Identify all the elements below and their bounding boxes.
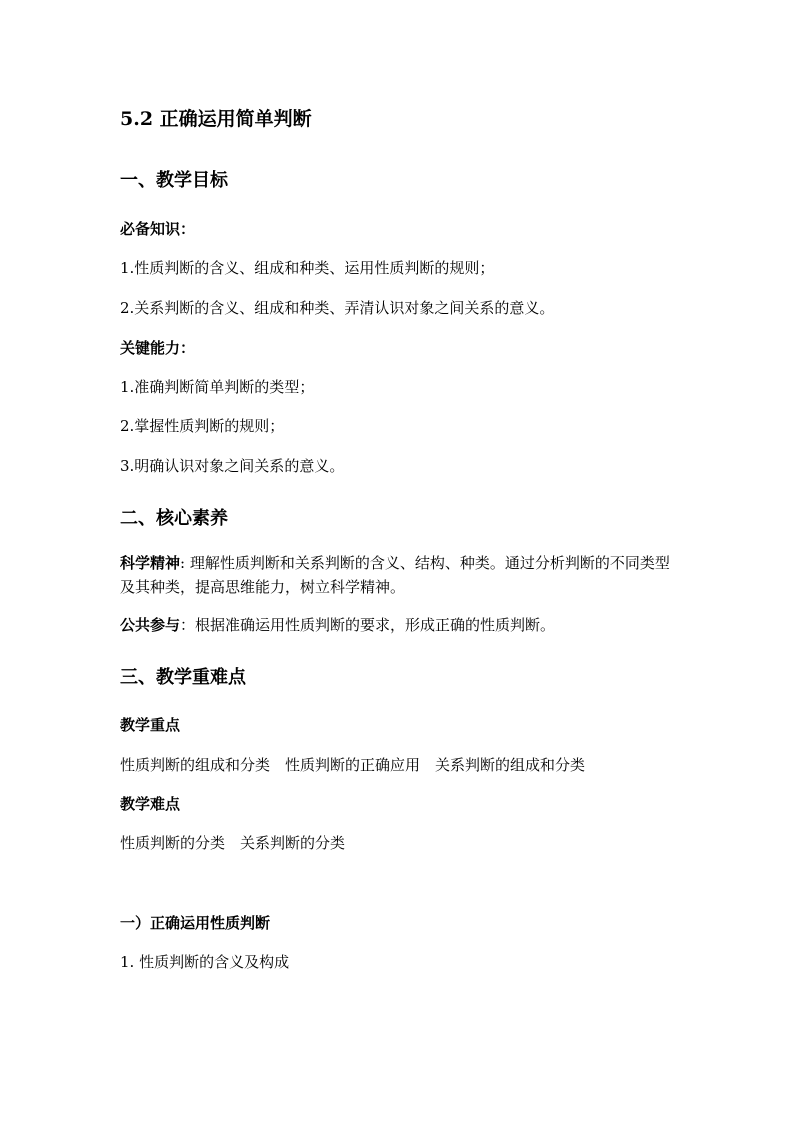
section-heading-key-difficult-points: 三、教学重难点 (120, 667, 246, 688)
part-heading-property-judgment: 一）正确运用性质判断 (120, 914, 271, 932)
ability-item-3: 3.明确认识对象之间关系的意义。 (120, 457, 345, 475)
public-participation-label: 公共参与 (120, 616, 181, 634)
document-title: 5.2 正确运用简单判断 (120, 108, 312, 130)
ability-item-2: 2.掌握性质判断的规则； (120, 417, 285, 435)
knowledge-item-1: 1.性质判断的含义、组成和种类、运用性质判断的规则； (120, 259, 495, 277)
ability-item-1: 1.准确判断简单判断的类型； (120, 378, 315, 396)
difficult-points-text: 性质判断的分类 关系判断的分类 (120, 834, 346, 852)
key-points-label: 教学重点 (120, 716, 181, 734)
key-points-text: 性质判断的组成和分类 性质判断的正确应用 关系判断的组成和分类 (120, 756, 586, 774)
science-spirit-paragraph (120, 551, 680, 599)
section-heading-core-literacy: 二、核心素养 (120, 508, 228, 529)
public-participation-text: ：根据准确运用性质判断的要求，形成正确的性质判断。 (180, 616, 556, 634)
knowledge-label: 必备知识： (120, 220, 196, 238)
section-heading-teaching-goals: 一、教学目标 (120, 170, 228, 191)
science-spirit-label: 科学精神 (120, 554, 181, 572)
science-spirit-text: : 理解性质判断和关系判断的含义、结构、种类。通过分析判断的不同类型及其种类，提高思维能力，树立科学精神。 (120, 554, 670, 596)
difficult-points-label: 教学难点 (120, 795, 181, 813)
public-participation-paragraph (120, 613, 680, 637)
part-item-1: 1. 性质判断的含义及构成 (120, 953, 290, 971)
knowledge-item-2: 2.关系判断的含义、组成和种类、弄清认识对象之间关系的意义。 (120, 299, 555, 317)
ability-label: 关键能力： (120, 339, 196, 357)
